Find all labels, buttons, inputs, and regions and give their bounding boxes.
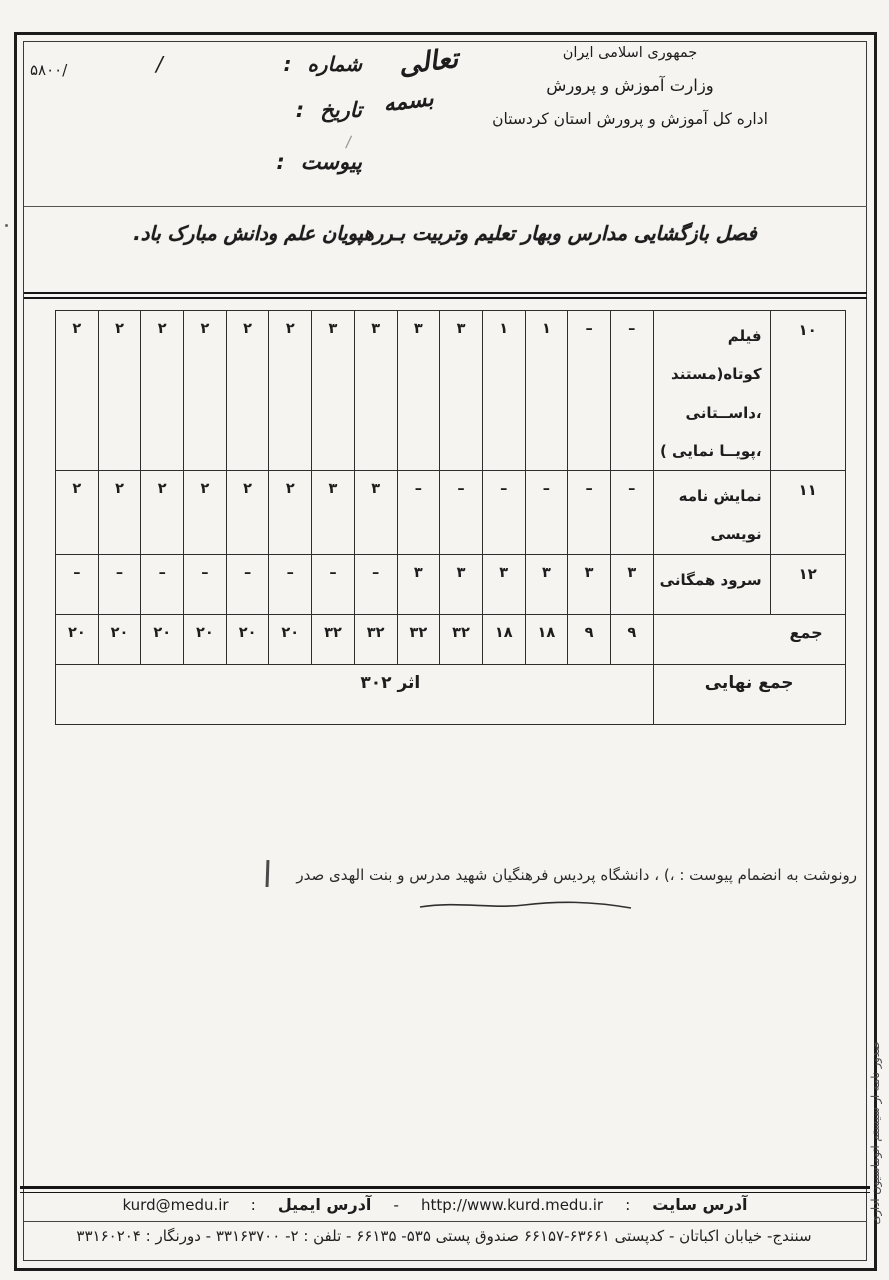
table-row bbox=[56, 311, 846, 471]
besmellah-calligraphy bbox=[375, 40, 495, 139]
sum-value-cell: ۹ bbox=[610, 614, 653, 664]
footer-separator: - bbox=[393, 1195, 400, 1214]
value-cell: ۲ bbox=[56, 311, 99, 471]
value-cell: ۳ bbox=[397, 311, 440, 471]
site-url: http://www.kurd.medu.ir bbox=[421, 1195, 604, 1214]
footer-contact-line bbox=[80, 1195, 790, 1214]
field-date-colon: : bbox=[295, 98, 305, 122]
field-attachment-label: پیوست bbox=[300, 150, 362, 174]
value-cell: ۳ bbox=[397, 554, 440, 614]
sum-value-cell: ۲۰ bbox=[98, 614, 141, 664]
scan-artifact-slash: / bbox=[344, 131, 353, 152]
submissions-table-grid bbox=[55, 310, 846, 725]
value-cell: – bbox=[482, 471, 525, 555]
value-cell: ۱ bbox=[525, 311, 568, 471]
value-cell: ۲ bbox=[269, 471, 312, 555]
value-cell: ۲ bbox=[184, 311, 227, 471]
org-line-department: اداره کل آموزش و پرورش استان کردستان bbox=[492, 110, 768, 128]
field-attachment-colon: : bbox=[276, 150, 285, 174]
final-sum-label-cell: جمع نهایی bbox=[653, 664, 845, 724]
besmellah-top-word: تعالی bbox=[397, 43, 460, 82]
submissions-table bbox=[55, 310, 846, 725]
table-row bbox=[56, 471, 846, 555]
value-cell: ۳ bbox=[482, 554, 525, 614]
value-cell: ۲ bbox=[226, 311, 269, 471]
value-cell: ۳ bbox=[525, 554, 568, 614]
row-label-cell: فیلم کوتاه(مستند ،داســتانی ،پویــا نمایی ) bbox=[653, 311, 770, 471]
reference-number: ۵۸۰۰/ bbox=[30, 61, 68, 79]
value-cell: – bbox=[440, 471, 483, 555]
value-cell: ۲ bbox=[98, 471, 141, 555]
value-cell: ۲ bbox=[56, 471, 99, 555]
final-sum-row bbox=[56, 664, 846, 724]
besmellah-bottom-word: بسمه bbox=[382, 86, 435, 118]
value-cell: ۳ bbox=[354, 311, 397, 471]
margin-dot-mark bbox=[5, 224, 8, 227]
value-cell: – bbox=[525, 471, 568, 555]
final-sum-value: ۳۰۲ اثر bbox=[360, 672, 421, 693]
value-cell: ۳ bbox=[568, 554, 611, 614]
header-divider bbox=[24, 206, 867, 207]
value-cell: ۳ bbox=[354, 471, 397, 555]
field-attachment bbox=[258, 150, 362, 174]
table-row bbox=[56, 554, 846, 614]
value-cell: ۳ bbox=[312, 471, 355, 555]
value-cell: – bbox=[56, 554, 99, 614]
footer-divider bbox=[24, 1221, 867, 1222]
site-address-label: آدرس سایت bbox=[652, 1195, 748, 1214]
value-cell: ۲ bbox=[98, 311, 141, 471]
value-cell: – bbox=[610, 471, 653, 555]
value-cell: ۲ bbox=[184, 471, 227, 555]
sum-value-cell: ۲۰ bbox=[141, 614, 184, 664]
email-address-label: آدرس ایمیل bbox=[277, 1195, 372, 1214]
value-cell: – bbox=[568, 311, 611, 471]
cc-note: رونوشت به انضمام پیوست : ،) ، دانشگاه پردیس فرهنگیان شهید مدرس و بنت الهدی صدر bbox=[296, 866, 857, 884]
row-label-cell: سرود همگانی bbox=[653, 554, 770, 614]
site-colon: : bbox=[625, 1195, 631, 1214]
value-cell: ۱ bbox=[482, 311, 525, 471]
sum-value-cell: ۳۲ bbox=[354, 614, 397, 664]
value-cell: ۳ bbox=[440, 311, 483, 471]
row-number-cell: ۱۲ bbox=[770, 554, 845, 614]
value-cell: – bbox=[269, 554, 312, 614]
sum-value-cell: ۱۸ bbox=[482, 614, 525, 664]
value-cell: ۲ bbox=[141, 471, 184, 555]
letterhead-org-block bbox=[480, 46, 780, 128]
email-colon: : bbox=[250, 1195, 256, 1214]
field-number-colon: : bbox=[283, 52, 292, 76]
value-cell: – bbox=[354, 554, 397, 614]
email-address: kurd@medu.ir bbox=[122, 1195, 229, 1214]
row-number-cell: ۱۱ bbox=[770, 471, 845, 555]
banner-divider bbox=[24, 292, 867, 299]
row-number-cell: ۱۰ bbox=[770, 311, 845, 471]
sum-value-cell: ۳۲ bbox=[312, 614, 355, 664]
org-line-ministry: وزارت آموزش و پرورش bbox=[546, 75, 714, 95]
value-cell: – bbox=[141, 554, 184, 614]
banner-slogan: فصل بازگشایی مدارس وبهار تعلیم وتربیت بـررهپویان علم ودانش مبارک باد. bbox=[133, 222, 757, 245]
value-cell: ۳ bbox=[610, 554, 653, 614]
sum-value-cell: ۲۰ bbox=[184, 614, 227, 664]
value-cell: ۲ bbox=[226, 471, 269, 555]
sum-value-cell: ۹ bbox=[568, 614, 611, 664]
sum-row bbox=[56, 614, 846, 664]
footer-top-band bbox=[20, 1186, 870, 1193]
value-cell: ۳ bbox=[440, 554, 483, 614]
sum-value-cell: ۲۰ bbox=[226, 614, 269, 664]
handwritten-underline bbox=[418, 899, 633, 913]
sum-label-cell: جمع bbox=[653, 614, 845, 664]
sum-value-cell: ۱۸ bbox=[525, 614, 568, 664]
value-cell: – bbox=[397, 471, 440, 555]
automation-side-note: صدور نامه از سیستم اتوماسیون اداری bbox=[868, 1041, 882, 1225]
value-cell: – bbox=[226, 554, 269, 614]
sum-value-cell: ۲۰ bbox=[269, 614, 312, 664]
org-line-country: جمهوری اسلامی ایران bbox=[562, 45, 698, 61]
field-number-label: شماره bbox=[307, 52, 362, 76]
field-date-label: تاریخ bbox=[320, 98, 362, 122]
value-cell: ۳ bbox=[312, 311, 355, 471]
sum-value-cell: ۳۲ bbox=[397, 614, 440, 664]
postal-address-line: سنندج- خیابان اکباتان - کدپستی ۶۳۶۶۱-۶۶۱۵۷ صندوق پستی ۵۳۵- ۶۶۱۳۵ - تلفن : ۲- ۳۳۱۶۳۷۰۰ - دورنگار : ۳۳۱۶۰۲۰۴ bbox=[76, 1227, 812, 1245]
sum-value-cell: ۳۲ bbox=[440, 614, 483, 664]
value-cell: – bbox=[610, 311, 653, 471]
value-cell: – bbox=[312, 554, 355, 614]
value-cell: – bbox=[568, 471, 611, 555]
final-sum-value-cell bbox=[56, 664, 654, 724]
field-number bbox=[258, 52, 362, 76]
field-date bbox=[258, 98, 362, 122]
value-cell: – bbox=[98, 554, 141, 614]
value-cell: ۲ bbox=[141, 311, 184, 471]
reference-slash: / bbox=[156, 52, 163, 76]
value-cell: ۲ bbox=[269, 311, 312, 471]
row-label-cell: نمایش نامه نویسی bbox=[653, 471, 770, 555]
sum-value-cell: ۲۰ bbox=[56, 614, 99, 664]
results-table-body bbox=[56, 311, 846, 725]
value-cell: – bbox=[184, 554, 227, 614]
